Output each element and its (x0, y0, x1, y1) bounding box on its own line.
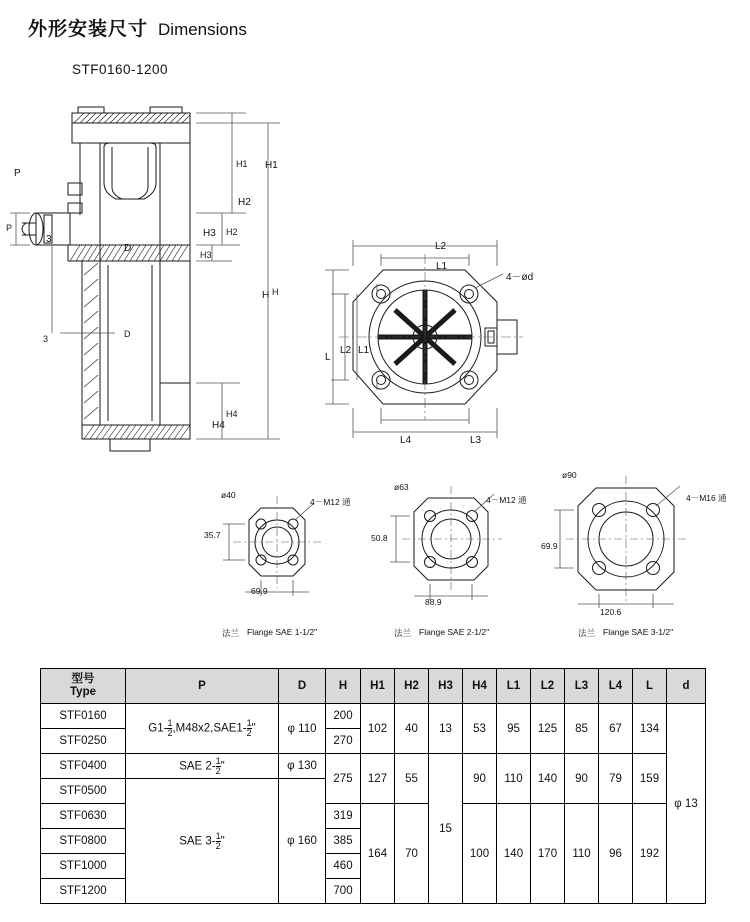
table-row (41, 704, 706, 729)
cell-L4: 67 (599, 704, 633, 754)
label-L-left: L (325, 352, 331, 363)
header-P: P (126, 669, 279, 704)
flange-1-bolt-circle: ø40 (221, 490, 236, 500)
p3-frac: $\frac{1}{2}$ (215, 830, 221, 851)
cell-L1: 110 (497, 754, 531, 804)
p1-pre: G1- (148, 722, 168, 735)
row-type: STF1000 (41, 854, 126, 879)
cell-d-all: φ 13 (667, 704, 706, 904)
flange-3-drawing (548, 470, 708, 610)
p2-post: " (220, 760, 225, 773)
table-row (41, 754, 706, 779)
label-H: H (262, 290, 270, 301)
label-D: D (124, 243, 132, 254)
flange-2-bolt-circle: ø63 (394, 482, 409, 492)
flange-1-dim-v: 35.7 (204, 530, 221, 540)
cell-H1: 102 (361, 704, 395, 754)
flange-1-caption-cn: 法兰 (222, 628, 240, 638)
label-H1: H1 (265, 160, 278, 171)
header-H2: H2 (395, 669, 429, 704)
cell-H1: 127 (361, 754, 395, 804)
cell-L3: 90 (565, 754, 599, 804)
cell-H: 275 (326, 754, 361, 804)
flange-2-thread-note: 4－M12 通 (486, 495, 527, 505)
cell-H1: 164 (361, 804, 395, 904)
cell-L2: 140 (531, 754, 565, 804)
cell-H3: 13 (429, 704, 463, 754)
flange-3-caption-en: Flange SAE 3-1/2" (603, 627, 674, 637)
flange-3-caption-cn: 法兰 (578, 628, 596, 638)
header-type-cn: 型号 (71, 672, 95, 685)
label-H4: H4 (212, 420, 225, 431)
flange-2-dim-v: 50.8 (371, 533, 388, 543)
label-hole-note: 4－ød (506, 272, 534, 283)
label-L3-bottom: L3 (470, 435, 482, 446)
p1-frac1: $\frac{1}{2}$ (167, 718, 173, 738)
p1-post: " (251, 722, 256, 735)
cell-L: 134 (633, 704, 667, 754)
svg-text:3: 3 (43, 334, 49, 344)
flange-1-caption-en: Flange SAE 1-1/2" (247, 627, 318, 637)
cell-L3: 85 (565, 704, 599, 754)
dimension-table (40, 668, 706, 904)
p3-post: " (220, 835, 225, 848)
cell-L1: 95 (497, 704, 531, 754)
model-range-label: STF0160-1200 (72, 62, 169, 77)
cell-L: 192 (633, 804, 667, 904)
page-title-en: Dimensions (158, 20, 247, 39)
cell-D-group1: φ 110 (279, 704, 326, 754)
flange-2-caption-en: Flange SAE 2-1/2" (419, 627, 490, 637)
row-type: STF0250 (41, 729, 126, 754)
cell-H3: 15 (429, 754, 463, 904)
cell-L: 159 (633, 754, 667, 804)
flange-1-dim-h: 69.9 (251, 586, 268, 596)
cell-P-group3 (126, 779, 279, 904)
flange-2-caption-cn: 法兰 (394, 628, 412, 638)
cell-H: 270 (326, 729, 361, 754)
svg-text:H4: H4 (226, 409, 238, 419)
header-L4: L4 (599, 669, 633, 704)
flange-3-bolt-circle: ø90 (562, 470, 577, 480)
cell-L3: 110 (565, 804, 599, 904)
label-L2-top: L2 (435, 241, 447, 252)
cell-D-group2: φ 130 (279, 754, 326, 779)
label-L4-bottom: L4 (400, 435, 412, 446)
cell-H2: 40 (395, 704, 429, 754)
cell-L1: 140 (497, 804, 531, 904)
header-L: L (633, 669, 667, 704)
p2-pre: SAE 2- (179, 760, 216, 773)
cell-L2: 125 (531, 704, 565, 754)
flange-2-dim-h: 88.9 (425, 597, 442, 607)
cell-H4: 90 (463, 754, 497, 804)
table-header-row (41, 669, 706, 704)
header-D: D (279, 669, 326, 704)
p3-pre: SAE 3- (179, 835, 216, 848)
page-title (28, 14, 247, 41)
cell-H2: 70 (395, 804, 429, 904)
svg-text:D: D (124, 329, 131, 339)
header-type (41, 669, 126, 704)
cell-L4: 79 (599, 754, 633, 804)
header-L1: L1 (497, 669, 531, 704)
flange-3-dim-h: 120.6 (600, 607, 622, 617)
header-H4: H4 (463, 669, 497, 704)
cell-H: 460 (326, 854, 361, 879)
flange-1-thread-note: 4－M12 通 (310, 497, 351, 507)
cell-H: 319 (326, 804, 361, 829)
svg-text:H2: H2 (226, 227, 238, 237)
p1-frac2: $\frac{1}{2}$ (246, 718, 252, 738)
front-section-view (0, 95, 300, 465)
label-wall-3: 3 (46, 234, 52, 245)
cell-L2: 170 (531, 804, 565, 904)
row-type: STF0630 (41, 804, 126, 829)
row-type: STF0160 (41, 704, 126, 729)
cell-H: 200 (326, 704, 361, 729)
cell-D-group3: φ 160 (279, 779, 326, 904)
row-type: STF0500 (41, 779, 126, 804)
cell-P-group1 (126, 704, 279, 754)
flange-3-thread-note: 4－M16 通 (686, 493, 727, 503)
label-L1-top: L1 (436, 261, 448, 272)
header-L2: L2 (531, 669, 565, 704)
p2-frac: $\frac{1}{2}$ (215, 755, 221, 776)
cell-H: 385 (326, 829, 361, 854)
svg-text:P: P (6, 223, 13, 233)
cell-H4: 100 (463, 804, 497, 904)
header-H1: H1 (361, 669, 395, 704)
cell-P-group2 (126, 754, 279, 779)
cell-H4: 53 (463, 704, 497, 754)
header-d: d (667, 669, 706, 704)
page-title-cn: 外形安装尺寸 (28, 19, 149, 40)
header-L3: L3 (565, 669, 599, 704)
dimension-table-wrap (40, 668, 706, 904)
cell-H: 700 (326, 879, 361, 904)
svg-text:H3: H3 (200, 250, 212, 260)
header-H: H (326, 669, 361, 704)
label-H2: H2 (238, 197, 251, 208)
cell-L4: 96 (599, 804, 633, 904)
label-L1-left: L1 (358, 345, 370, 356)
row-type: STF0400 (41, 754, 126, 779)
label-H3: H3 (203, 228, 216, 239)
row-type: STF1200 (41, 879, 126, 904)
cell-H2: 55 (395, 754, 429, 804)
label-L2-left: L2 (340, 345, 352, 356)
svg-text:H: H (272, 287, 279, 297)
svg-text:H1: H1 (236, 159, 248, 169)
header-H3: H3 (429, 669, 463, 704)
p1-mid: ,M48x2,SAE1- (172, 722, 247, 735)
label-P: P (14, 168, 21, 179)
flange-3-dim-v: 69.9 (541, 541, 558, 551)
row-type: STF0800 (41, 829, 126, 854)
header-type-en: Type (70, 686, 96, 698)
